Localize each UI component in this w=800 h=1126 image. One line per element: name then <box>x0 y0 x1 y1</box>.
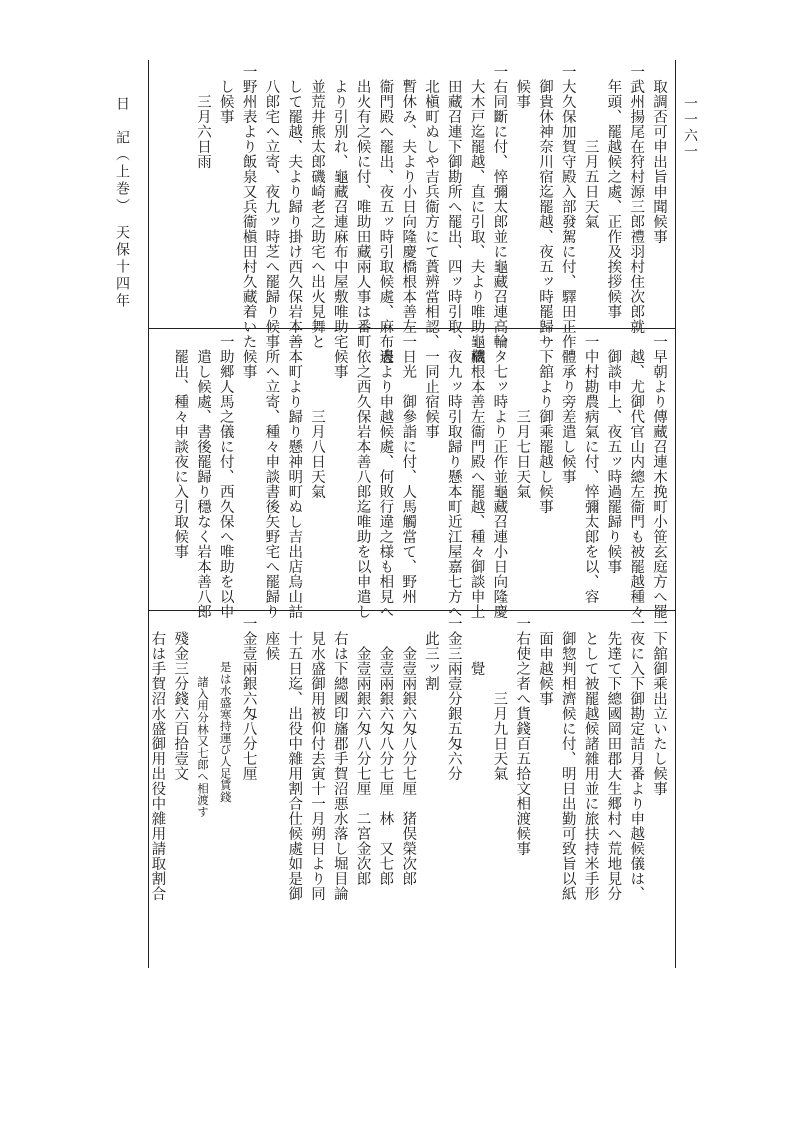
text-column: 越、尤御代官山内總左衞門も被罷越種々 <box>628 349 645 619</box>
text-column: 一武州揚尾在狩村源三郎禮羽村住次郎就 <box>628 64 645 334</box>
text-column: 一タ七ッ時より正作並龜藏召連小日向隆慶 <box>491 334 508 619</box>
upper-band <box>149 60 675 364</box>
text-column: 諸入用分林又七郎へ相渡す <box>196 676 210 818</box>
running-head: 日 記（上巻） 天保十四年 <box>114 96 130 310</box>
text-column: 金壹兩銀六匁八分七厘 二宮金次郎 <box>354 646 371 886</box>
text-column: 候事 <box>331 349 348 379</box>
text-column: 三月五日天氣 <box>582 139 599 229</box>
text-column: 三月六日雨 <box>195 94 211 169</box>
text-column: 先達て下總國岡田郡大生郷村へ荒地見分 <box>605 631 622 901</box>
text-column: 三月九日天氣 <box>491 691 508 781</box>
text-column: 暫休み、夫より小日向隆慶橋根本善左 <box>400 79 417 334</box>
text-column: 一野州表より飯泉又兵衞槇田村久藏着いた <box>240 64 257 349</box>
text-column: 田藏召連下御勘所へ罷出、四ッ時引取、 <box>445 79 462 349</box>
text-column: 面申越候事 <box>537 631 553 706</box>
text-column: 金壹兩銀六匁八分七厘 猪俣榮次郎 <box>400 646 417 886</box>
text-column: 一右同斷に付、悴彌太郎並に龜藏召連高輪 <box>491 64 508 349</box>
text-column: 並荒井熊太郎磯崎老之助宅へ出火見舞と <box>309 79 325 349</box>
text-column: 一金壹兩銀六匁八分七厘 <box>240 616 257 781</box>
text-column: 一助郷人馬之儀に付、西久保へ唯助を以申 <box>217 334 234 619</box>
text-column: 遣し候處、書後罷歸り穩なく岩本善八郎 <box>195 349 211 619</box>
text-column: 御貴休神奈川宿迄罷越、夜五ッ時罷歸り <box>537 79 553 349</box>
text-column: 見水盛御用被仰付去寅十一月朔日より同 <box>309 631 325 901</box>
text-column: 體承り旁差遣し候事 <box>559 349 576 484</box>
text-column: より引別れ、龜藏召連麻布中屋敷唯助宅 <box>331 79 348 349</box>
text-column: 出火有之候に付、唯助田藏兩人事は番町 <box>354 79 371 349</box>
text-column: 座候 <box>263 631 280 661</box>
text-column: 橋根本善左衞門殿へ罷越、種々御談申上 <box>468 349 485 619</box>
text-column: 御談申上、夜五ッ時過罷歸り候事 <box>605 349 622 574</box>
text-column: 八郎宅へ立寄、夜九ッ時芝へ罷歸り候事 <box>263 79 280 349</box>
middle-band <box>149 330 675 619</box>
text-column: 取調否可申出旨申聞候事 <box>651 79 667 244</box>
text-column: 金壹兩銀六匁八分七厘 林 又七郎 <box>377 646 394 886</box>
text-column: 御惣判相濟候に付、明日出勤可致旨以紙 <box>559 631 576 901</box>
text-column: 一夜に入下御勘定詰月番より申越候儀は、 <box>628 616 645 901</box>
text-column: 是は水盛寒持運び人足賃錢 <box>218 661 233 803</box>
page-number: 一一六一 <box>682 96 698 160</box>
text-column: 十五日迄、出役中雜用割合仕候處如是御 <box>286 631 303 901</box>
text-column: 一右使之者へ貨錢百五拾文相渡候事 <box>514 616 531 856</box>
text-column: 一大久保加賀守殿入部發駕に付、驛田正作 <box>559 64 576 349</box>
text-column: 依之西久保岩本善八郎迄唯助を以申遣し <box>354 349 371 619</box>
text-column: 一中村勘農病氣に付、悴彌太郎を以、容 <box>582 334 599 604</box>
text-column: として被罷越候諸雜用並に旅扶持米手形 <box>582 631 599 901</box>
text-column: 一下舘より御乘罷越し候事 <box>537 334 553 514</box>
text-column: 候事 <box>514 79 531 109</box>
text-column: 北槇町ぬしや吉兵衞方にて蕢辨當相認、 <box>423 79 439 349</box>
text-column: 衞門殿へ罷出、夜五ッ時引取候處、麻布邊 <box>377 79 394 364</box>
band-divider-2 <box>149 610 675 611</box>
text-column: 殘金三分錢六百拾壹文 <box>172 631 189 781</box>
text-column: し候事 <box>217 79 234 124</box>
text-column: 三月七日天氣 <box>514 409 531 499</box>
band-divider-1 <box>149 328 675 329</box>
text-column: して罷越、夫より歸り掛け西久保岩本善 <box>286 79 303 349</box>
text-column: 一日光 御參詣に付、人馬觸當て、野州 <box>400 334 417 604</box>
text-frame <box>148 60 676 968</box>
text-column: 候事 <box>240 349 257 379</box>
text-column: 三月八日天氣 <box>309 409 325 499</box>
text-column: 一金三兩壹分銀五匁六分 <box>445 616 462 781</box>
text-column: 年頭、罷越候之處、正作及挨拶候事 <box>605 79 622 319</box>
text-column: 右は手賀沼水盛御用出役中雜用請取割合 <box>149 631 166 901</box>
text-column: 夜九ッ時引取歸り懸本町近江屋嘉七方へ <box>445 349 462 619</box>
text-column: 一早朝より傳藏召連木挽町小笹玄庭方へ罷 <box>651 334 667 619</box>
lower-band <box>149 612 675 912</box>
text-column: 一同止宿候事 <box>423 349 439 439</box>
text-column: 表より申越候處、何敗行違之様も相見へ <box>377 349 394 619</box>
text-column: 右は下總國印旛郡手賀沼悪水落し堀目論 <box>331 631 348 901</box>
text-column: 此三ッ割 <box>423 631 439 691</box>
text-column: 一本町より歸り懸神明町ぬし吉出店烏山詰 <box>286 334 303 619</box>
text-column: 大木戸迄罷越、直に引取、夫より唯助龜藏 <box>468 79 485 364</box>
text-column: 罷出、種々申談夜に入引取候事 <box>172 349 189 559</box>
text-column: 一下舘御乘出立いたし候事 <box>651 616 667 796</box>
text-column: 覺 <box>468 661 485 676</box>
text-column: 所へ立寄、種々申談書後矢野宅へ罷歸り <box>263 349 280 619</box>
